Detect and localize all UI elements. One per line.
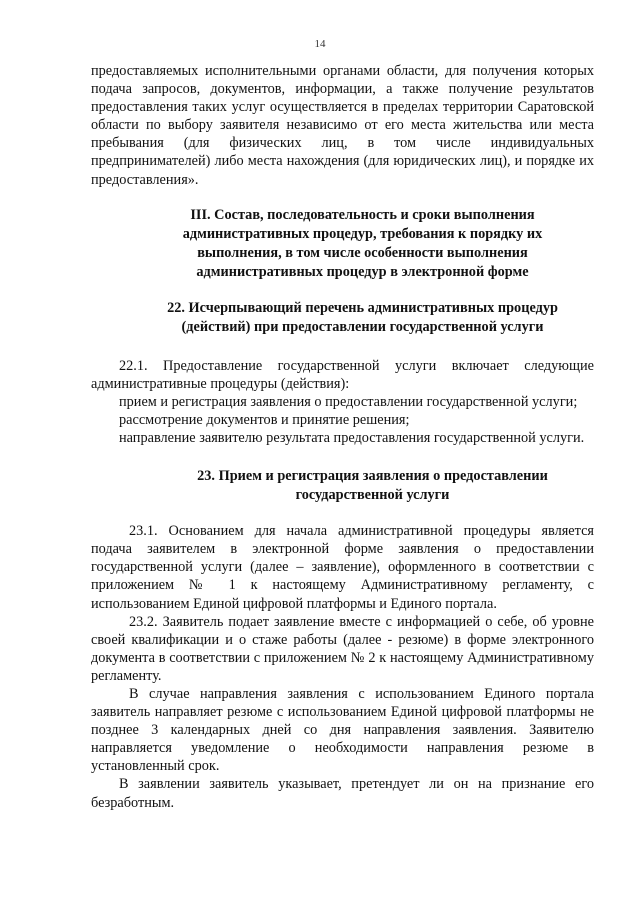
- paragraph-23-2-unemployed: В заявлении заявитель указывает, претендует ли он на признание его безработным.: [91, 776, 594, 811]
- page-number: 14: [314, 38, 326, 50]
- paragraph-22-1: 22.1. Предоставление государственной услуги включает следующие административные процедуры (действия):: [91, 357, 594, 392]
- list-item: рассмотрение документов и принятие решения;: [119, 411, 410, 428]
- paragraph-23-2-portal: В случае направления заявления с использованием Единого портала заявитель направляет резюме с использованием Единой цифровой платформы не позднее 3 календарных дней со дня направления заявления. Заявителю направляется уведомление о необходимости направления резюме в установленный срок.: [91, 685, 594, 775]
- list-item: направление заявителю результата предоставления государственной услуги.: [119, 430, 585, 447]
- list-item: прием и регистрация заявления о предоставлении государственной услуги;: [119, 393, 578, 410]
- section-22-heading: 22. Исчерпывающий перечень административных процедур (действий) при предоставлении государственной услуги: [167, 299, 558, 335]
- section-3-heading: III. Состав, последовательность и сроки выполнения административных процедур, требования к порядку их выполнения, в том числе особенности выполнения административных процедур в электронной форме: [182, 206, 543, 280]
- section-23-heading: 23. Прием и регистрация заявления о предоставлении государственной услуги: [197, 468, 548, 504]
- paragraph-23-2: 23.2. Заявитель подает заявление вместе с информацией о себе, об уровне своей квалификации и о стаже работы (далее - резюме) в форме электронного документа в соответствии с приложением № 2 к настоящему Административному регламенту.: [91, 613, 594, 684]
- intro-paragraph: предоставляемых исполнительными органами области, для получения которых подача запросов, документов, информации, а также получение результатов предоставления таких услуг осуществляется в пределах территории Саратовской области по выбору заявителя независимо от его места жительства или места пребывания (для физических лиц, в том числе индивидуальных предпринимателей) либо места нахождения (для юридических лиц), и порядке их предоставления».: [91, 63, 594, 188]
- page-body: [91, 62, 594, 812]
- paragraph-23-1: 23.1. Основанием для начала административной процедуры является подача заявителем в электронной форме заявления о предоставлении государственной услуги (далее – заявление), оформленного в соответствии с приложением № 1 к настоящему Административному регламенту, с использованием Единой цифровой платформы и Единого портала.: [91, 523, 594, 612]
